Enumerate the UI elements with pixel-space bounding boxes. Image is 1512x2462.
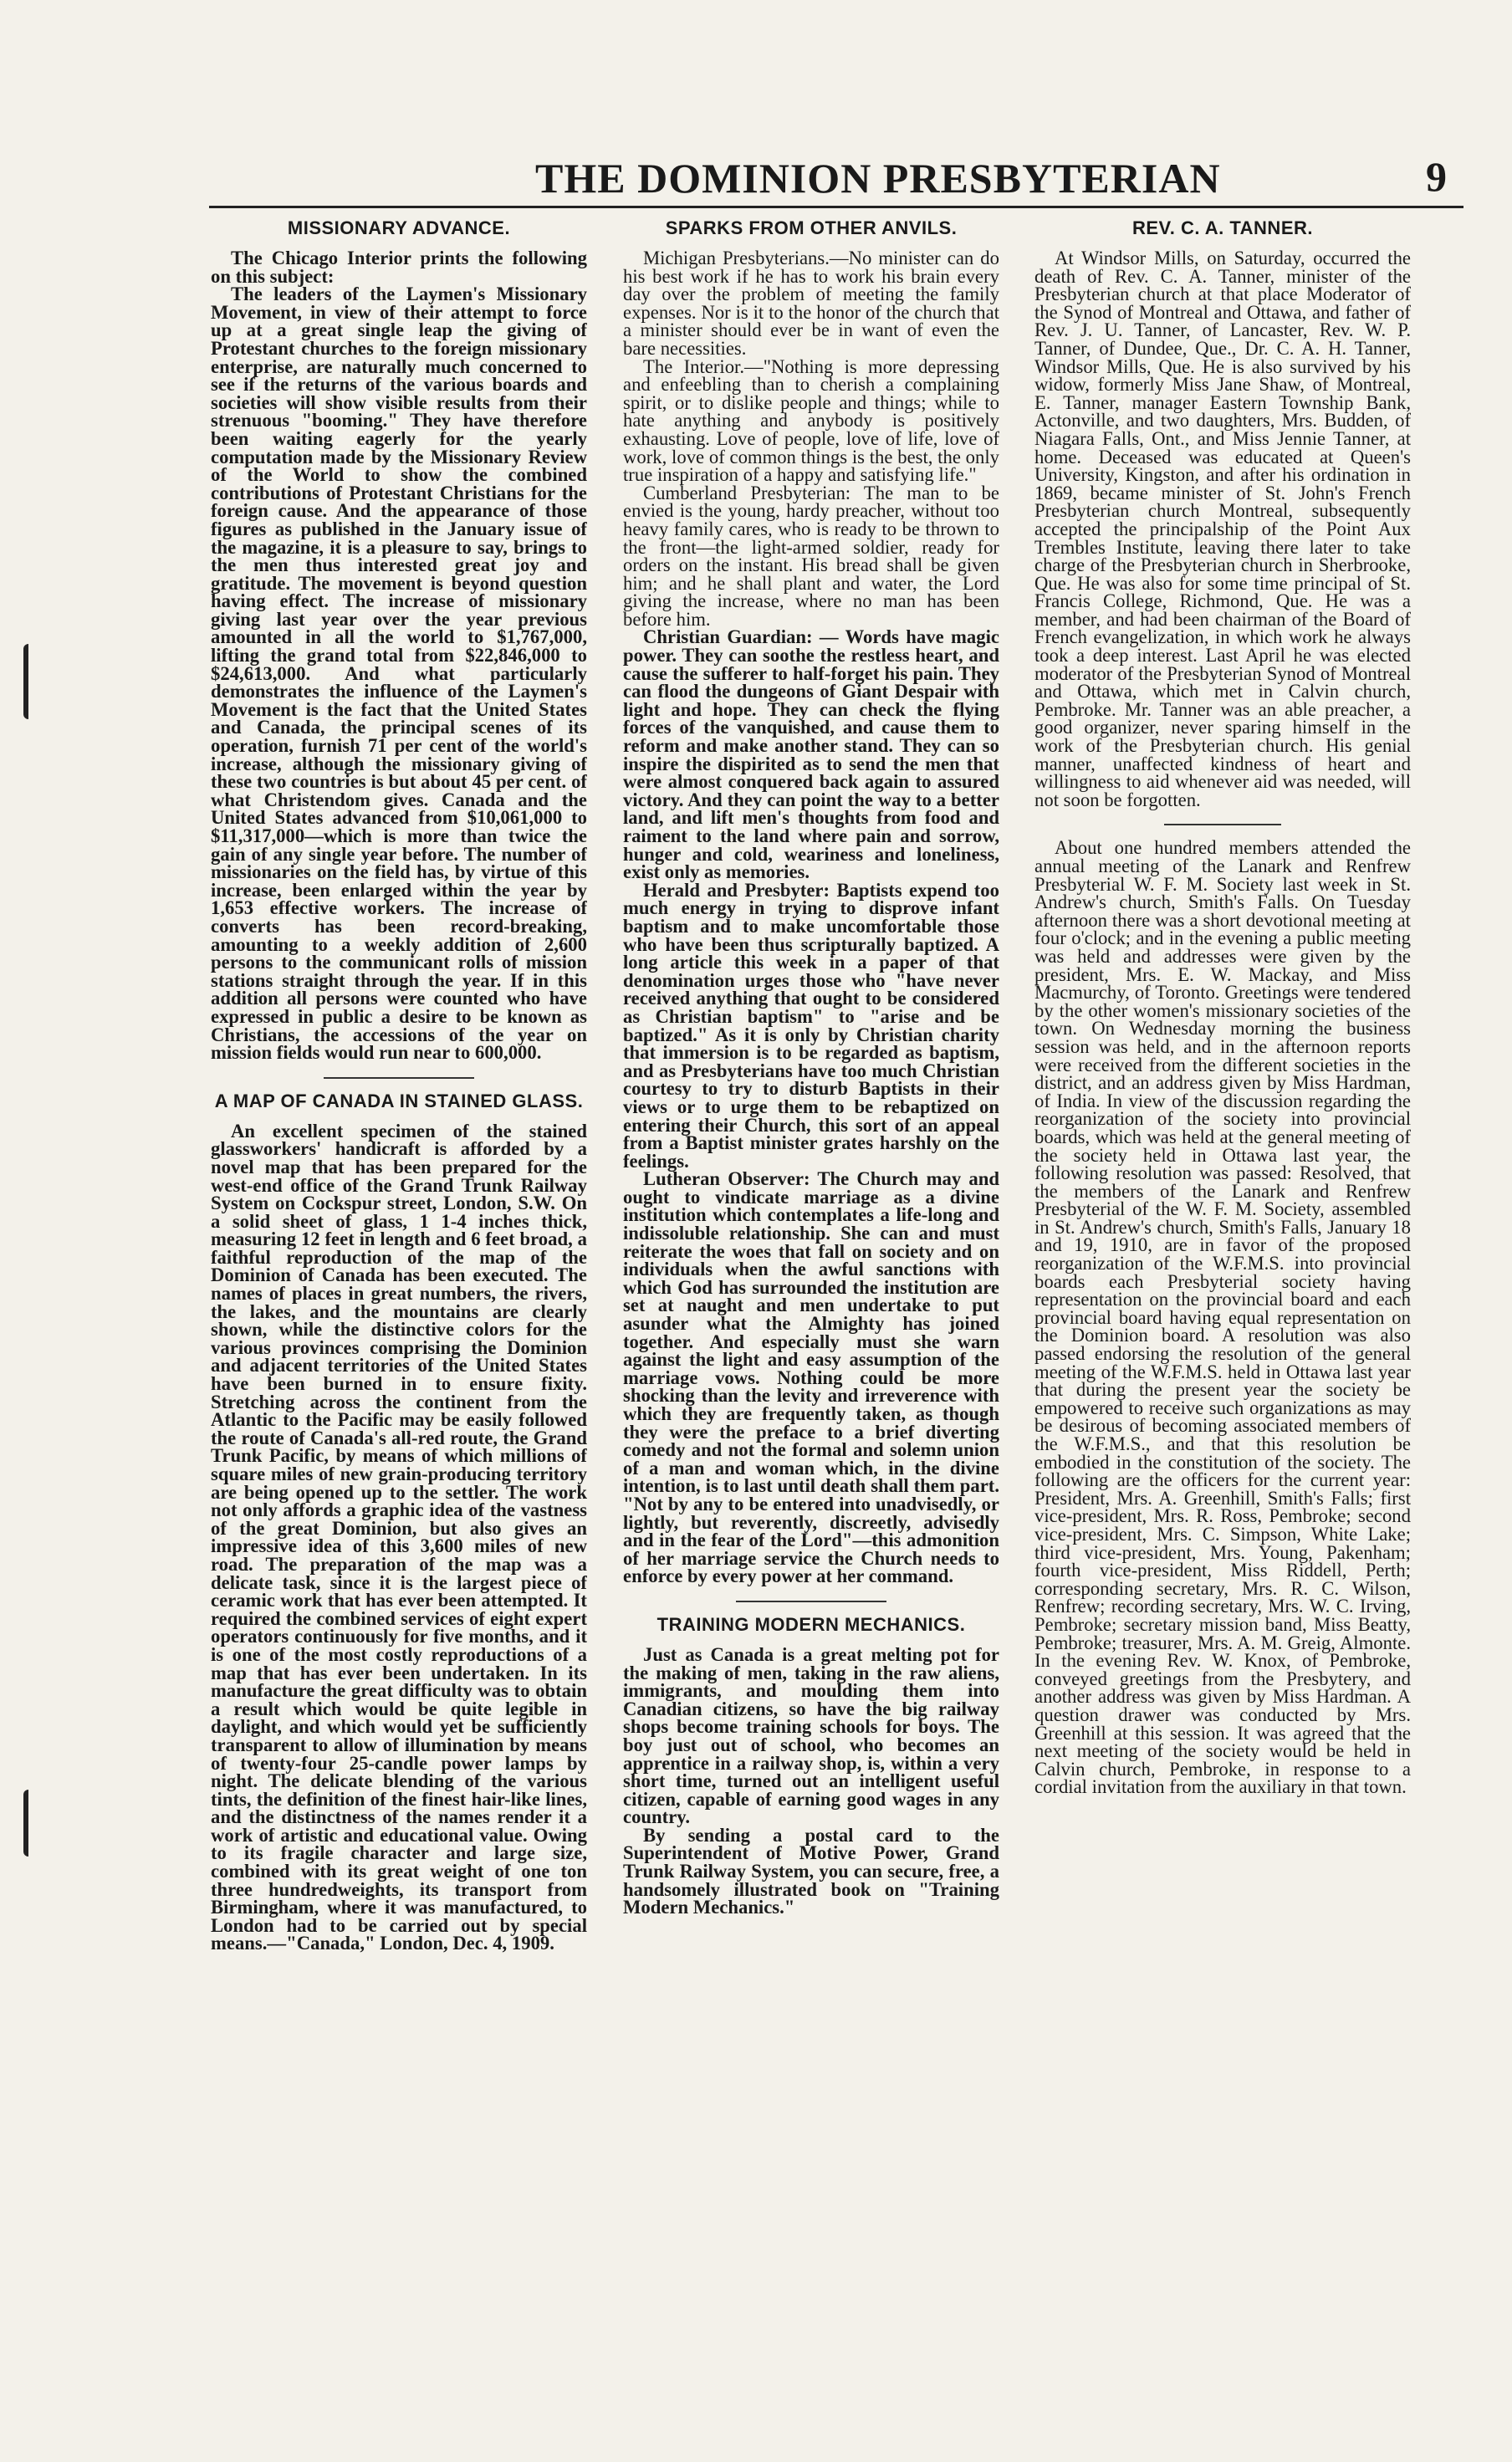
masthead-rule — [209, 206, 1463, 208]
column-separator — [736, 1601, 886, 1602]
article-paragraph: Herald and Presbyter: Baptists expend too much energy in trying to disprove infant baptism and to make uncomfortable those who have been thus scripturally baptized. A long article this week in a paper of that denomination urges those who "have never received anything that ought to be considered as Christian baptism" to "arise and be baptized." As it is only by Christian charity that immersion is to be regarded as baptism, and as Presbyterians have too much Christian courtesy to try to disturb Baptists in their views or to urge them to be rebaptized on entering their Church, this sort of an appeal from a Baptist minister grates harshly on the feelings. — [623, 879, 999, 1172]
article-heading-training-mechanics: TRAINING MODERN MECHANICS. — [656, 1613, 966, 1635]
article-paragraph: Cumberland Presbyterian: The man to be envied is the young, hardy preacher, without too heavy family cares, who is ready to be thrown to the front—the light-armed soldier, ready for orders on the instant. His bread shall be given him; and he shall plant and water, the Lord giving the increase, where no man has been before him. — [623, 482, 999, 630]
margin-binding-mark — [23, 1790, 43, 1857]
article-paragraph: Lutheran Observer: The Church may and ought to vindicate marriage as a divine institution which contemplates a life-long and indissoluble relationship. She can and must reiterate the woes that fall on society and on individuals when the awful sanctions with which God has surrounded the institution are set at naught and men undertake to put asunder what the Almighty has joined together. And especially must she warn against the light and easy assumption of the marriage vows. Nothing could be more shocking than the levity and irreverence with which they are frequently taken, as though they were the preface to a brief diverting comedy and not the formal and solemn union of a man and woman which, in the divine intention, is to last until death shall them part. "Not by any to be entered into unadvisedly, or lightly, but reverently, discreetly, advisedly and in the fear of the Lord"—this admonition of her marriage service the Church needs to enforce by every power at her command. — [623, 1168, 999, 1587]
margin-binding-mark — [23, 644, 43, 719]
article-paragraph: An excellent specimen of the stained glassworkers' handicraft is afforded by a novel map that has been prepared for the west-end office of the Grand Trunk Railway System on Cockspur street, London, S.W. On a solid sheet of glass, 1 1-4 inches thick, measuring 12 feet in length and 6 feet broad, a faithful reproduction of the map of the Dominion of Canada has been executed. The names of places in great numbers, the rivers, the lakes, and the mountains are clearly shown, while the distinctive colors for the various provinces comprising the Dominion and adjacent territories of the United States have been burned in to ensure fixity. Stretching across the continent from the Atlantic to the Pacific may be easily followed the route of Canada's all-red route, the Grand Trunk Pacific, by means of which millions of square miles of new grain-producing territory are being opened up to the settler. The work not only affords a graphic idea of the vastness of the great Dominion, but also gives an impressive idea of this 3,600 miles of new road. The preparation of the map was a delicate task, since it is the largest piece of ceramic work that has ever been attempted. It required the combined services of eight expert operators continuously for five months, and it is one of the most costly reproductions of a map that has ever been undertaken. In its manufacture the great difficulty was to obtain a result which would be quite legible in daylight, and which would yet be sufficiently transparent to allow of illumination by means of twenty-four 25-candle power lamps by night. The delicate blending of the various tints, the definition of the finest hair-like lines, and the distinctness of the names render it a work of artistic and educational value. Owing to its fragile character and large size, combined with its great weight of one ton three hundredweights, its transport from Birmingham, where it was manufactured, to London had to be carried out by special means.—"Canada," London, Dec. 4, 1909. — [211, 1120, 587, 1954]
article-paragraph: At Windsor Mills, on Saturday, occurred the death of Rev. C. A. Tanner, minister of the Presbyterian church at that place Moderator of the Synod of Montreal and Ottawa, and father of Rev. J. U. Tanner, of Lancaster, Rev. W. P. Tanner, of Dundee, Que., Dr. C. A. H. Tanner, Windsor Mills, Que. He is also survived by his widow, formerly Miss Jane Shaw, of Montreal, E. Tanner, manager Eastern Township Bank, Actonville, and two daughters, Mrs. Budden, of Niagara Falls, Ont., and Miss Jennie Tanner, at home. Deceased was educated at Queen's University, Kingston, and after his ordination in 1869, became minister of St. John's French Presbyterian church Montreal, subsequently accepted the principalship of the Point Aux Trembles Institute, leaving there later to take charge of the Presbyterian church in Sherbrooke, Que. He was also for some time principal of St. Francis College, Richmond, Que. He was a member, and had been chairman of the Board of French evangelization, in which work he always took a deep interest. Last April he was elected moderator of the Presbyterian Synod of Montreal and Ottawa, which met in Calvin church, Pembroke. Mr. Tanner was an able preacher, a good organizer, never sparing himself in the work of the Presbyterian church. His genial manner, unaffected kindness of heart and willingness to aid whenever aid was needed, will not soon be forgotten. — [1034, 248, 1411, 810]
article-paragraph: The Interior.—"Nothing is more depressing and enfeebling than to cherish a complaining spirit, or to dislike people and things; while to hate anything and anybody is positively exhausting. Love of people, love of life, love of work, love of common things is the best, the only true inspiration of a happy and satisfying life." — [623, 355, 999, 486]
column-3 — [1034, 211, 1411, 2161]
article-paragraph: Christian Guardian: — Words have magic power. They can soothe the restless heart, and cause the sufferer to half-forget his pain. They can flood the dungeons of Giant Despair with light and hope. They can check the flying forces of the vanquished, and cause them to reform and make another stand. They can so inspire the dispirited as to send the men that were almost conquered back again to assured victory. And they can point the way to a better land, and lift men's thoughts from food and raiment to the land where pain and sorrow, hunger and cold, weariness and loneliness, exist only as memories. — [623, 626, 999, 883]
article-heading-tanner: REV. C. A. TANNER. — [1132, 217, 1313, 238]
article-paragraph: The Chicago Interior prints the following on this subject: — [211, 248, 587, 287]
column-1 — [211, 211, 587, 2161]
article-heading-map-of-canada: A MAP OF CANADA IN STAINED GLASS. — [214, 1090, 584, 1111]
article-paragraph: About one hundred members attended the annual meeting of the Lanark and Renfrew Presbyterial W. F. M. Society last week in St. Andrew's church, Smith's Falls. On Tuesday afternoon there was a short devotional meeting at four o'clock; and in the evening a public meeting was held and addresses were given by the president, Mrs. E. W. Mackay, and Miss Macmurchy, of Toronto. Greetings were tendered by the other women's missionary societies of the town. On Wednesday morning the business session was held, and in the afternoon reports were received from the different societies in the district, and an address given by Miss Hardman, of India. In view of the discussion regarding the reorganization of the society into provincial boards, which was held at the general meeting of the society held in Ottawa last year, the following resolution was passed: Resolved, that the members of the Lanark and Renfrew Presbyterial of the W. F. M. Society, assembled in St. Andrew's church, Smith's Falls, January 18 and 19, 1910, are in favor of the proposed reorganization of the W.F.M.S. into provincial boards each Presbyterial society having representation on the provincial board and each provincial board having equal representation on the Dominion board. A resolution was also passed endorsing the resolution of the general meeting of the W.F.M.S. held in Ottawa last year that during the present year the society be empowered to receive such organizations as may be desirous of becoming associated members of the W.F.M.S., and that this resolution be embodied in the constitution of the society. The following are the officers for the current year: President, Mrs. A. Greenhill, Smith's Falls; first vice-president, Mrs. R. Ross, Pembroke; second vice-president, Mrs. C. Simpson, White Lake; third vice-president, Mrs. Young, Pakenham; fourth vice-president, Miss Riddell, Perth; corresponding secretary, Mrs. R. C. Wilson, Renfrew; recording secretary, Mrs. W. C. Irving, Pembroke; secretary mission band, Miss Beatty, Pembroke; treasurer, Mrs. A. M. Greig, Almonte. In the evening Rev. W. Knox, of Pembroke, conveyed greetings from the Presbytery, and another address was given by Miss Hardman. A question drawer was conducted by Mrs. Greenhill at this session. It was agreed that the next meeting of the society would be held in Calvin church, Pembroke, in response to a cordial invitation from the auxiliary in that town. — [1034, 837, 1411, 1798]
masthead — [209, 149, 1463, 207]
column-separator — [324, 1077, 474, 1079]
column-separator — [1164, 824, 1281, 825]
article-paragraph: Michigan Presbyterians.—No minister can do his best work if he has to work his brain every day over the problem of meeting the family expenses. Nor is it to the honor of the church that a minister should ever be in want of even the bare necessities. — [623, 248, 999, 359]
article-paragraph: The leaders of the Laymen's Missionary Movement, in view of their attempt to force up at a great single leap the giving of Protestant churches to the foreign missionary enterprise, are naturally much concerned to see if the returns of the various boards and societies will show visible results from their strenuous "booming." They have therefore been waiting eagerly for the yearly computation made by the Missionary Review of the World to show the combined contributions of Protestant Christians for the foreign cause. And the appearance of those figures as published in the January issue of the magazine, it is a pleasure to say, brings to the men thus interested great joy and gratitude. The movement is beyond question having effect. The increase of missionary giving last year over the year previous amounted in all the world to $1,767,000, lifting the grand total from $22,846,000 to $24,613,000. And what particularly demonstrates the influence of the Laymen's Movement is the fact that the United States and Canada, the principal scenes of its operation, furnish 71 per cent of the world's increase, although the missionary giving of these two countries is but about 45 per cent. of what Christendom gives. Canada and the United States advanced from $10,061,000 to $11,317,000—which is more than twice the gain of any single year before. The number of missionaries on the field has, by virtue of this increase, been enlarged within the year by 1,653 effective workers. The increase of converts has been record-breaking, amounting to a weekly addition of 2,600 persons to the communicant rolls of mission stations straight through the year. If in this addition all persons were counted who have expressed in public a desire to be known as Christians, the accessions of the year on mission fields would run near to 600,000. — [211, 283, 587, 1064]
newspaper-title: THE DOMINION PRESBYTERIAN — [535, 155, 1221, 202]
article-paragraph: By sending a postal card to the Superintendent of Motive Power, Grand Trunk Railway System, you can secure, free, a handsomely illustrated book on "Training Modern Mechanics." — [623, 1824, 999, 1918]
page-number: 9 — [1426, 153, 1447, 200]
article-heading-sparks: SPARKS FROM OTHER ANVILS. — [665, 217, 958, 238]
article-heading-missionary-advance: MISSIONARY ADVANCE. — [287, 217, 511, 238]
article-paragraph: Just as Canada is a great melting pot for the making of men, taking in the raw aliens, immigrants, and moulding them into Canadian citizens, so have the big railway shops become training schools for boys. The boy just out of school, who becomes an apprentice in a railway shop, is, within a very short time, turned out an intelligent useful citizen, capable of earning good wages in any country. — [623, 1643, 999, 1828]
column-2 — [623, 211, 999, 2161]
